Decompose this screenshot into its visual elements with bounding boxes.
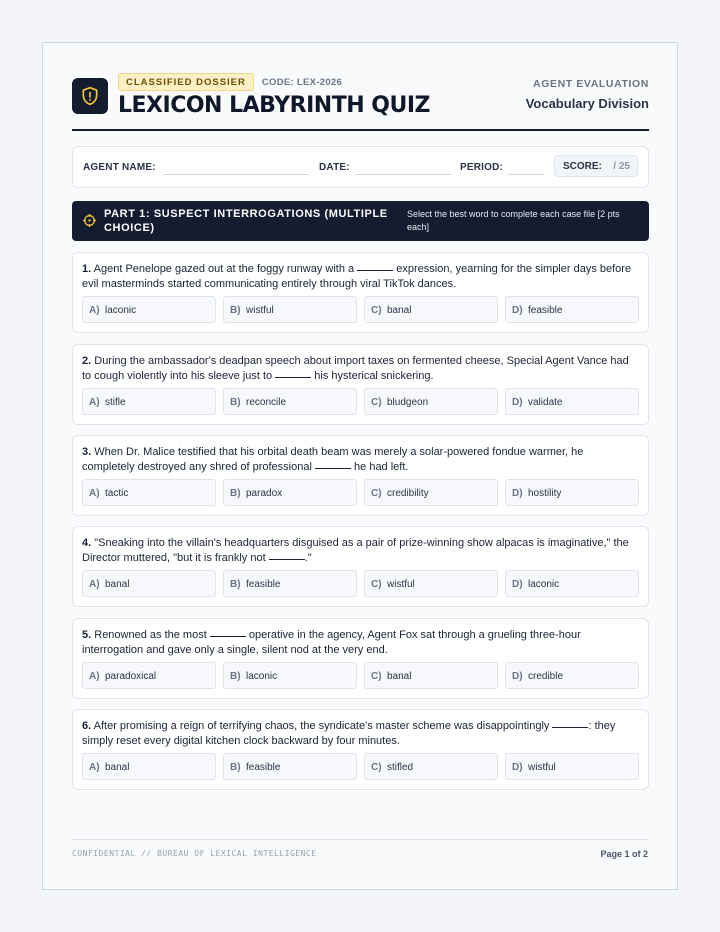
answer-option[interactable] bbox=[82, 570, 216, 597]
option-word: paradoxical bbox=[105, 671, 157, 682]
option-letter: C) bbox=[371, 762, 382, 773]
option-word: paradox bbox=[246, 488, 283, 499]
footer-divider bbox=[72, 839, 649, 840]
tag-row bbox=[118, 73, 342, 91]
answer-option[interactable] bbox=[505, 296, 639, 323]
question-stem-after: expression, yearning for the simpler days before evil masterminds started communicating entirely through viral TikTok dances. bbox=[82, 263, 632, 290]
option-letter: A) bbox=[89, 671, 100, 682]
answer-option[interactable] bbox=[364, 479, 498, 506]
option-word: banal bbox=[387, 671, 412, 682]
answer-option[interactable] bbox=[505, 388, 639, 415]
question-number: 2. bbox=[82, 355, 92, 367]
answer-blank bbox=[275, 377, 311, 378]
question-card bbox=[72, 618, 649, 699]
section-title: PART 1: SUSPECT INTERROGATIONS (MULTIPLE CHOICE) bbox=[104, 208, 388, 234]
option-word: tactic bbox=[105, 488, 129, 499]
section-instructions: Select the best word to complete each case file [2 pts each] bbox=[407, 209, 620, 232]
footer-confidential: CONFIDENTIAL // BUREAU OF LEXICAL INTELLIGENCE bbox=[72, 849, 317, 858]
question-stem-after: operative in the agency, Agent Fox sat through a grueling three-hour interrogation and gave only a single, silent nod at the very end. bbox=[82, 629, 581, 656]
score-total: / 25 bbox=[613, 161, 630, 172]
option-letter: D) bbox=[512, 488, 523, 499]
option-letter: A) bbox=[89, 397, 100, 408]
question-number: 4. bbox=[82, 537, 92, 549]
answer-option[interactable] bbox=[505, 479, 639, 506]
option-letter: B) bbox=[230, 579, 241, 590]
score-label: SCORE: bbox=[563, 161, 602, 172]
option-letter: B) bbox=[230, 305, 241, 316]
option-word: feasible bbox=[246, 579, 281, 590]
answer-blank bbox=[357, 270, 393, 271]
option-word: wistful bbox=[246, 305, 274, 316]
option-letter: C) bbox=[371, 397, 382, 408]
page-number: Page 1 of 2 bbox=[600, 849, 648, 859]
answer-option[interactable] bbox=[82, 296, 216, 323]
question-stem-before: During the ambassador's deadpan speech about import taxes on fermented cheese, Special Agent Vance had to cough violently into his sleeve just to bbox=[82, 355, 629, 382]
question-number: 6. bbox=[82, 720, 92, 732]
answer-option[interactable] bbox=[364, 662, 498, 689]
option-letter: A) bbox=[89, 305, 100, 316]
date-field[interactable] bbox=[355, 174, 451, 175]
question-card bbox=[72, 252, 649, 333]
question-stem-after: his hysterical snickering. bbox=[314, 369, 434, 382]
option-word: credibility bbox=[387, 488, 429, 499]
dossier-code: CODE: LEX-2026 bbox=[261, 76, 343, 88]
question-stem-after: : they simply reset every digital kitchen clock backward by four minutes. bbox=[82, 720, 616, 747]
option-word: stifle bbox=[105, 397, 126, 408]
question-stem-after: he had left. bbox=[354, 460, 409, 473]
period-field[interactable] bbox=[508, 174, 544, 175]
option-letter: D) bbox=[512, 397, 523, 408]
option-letter: B) bbox=[230, 488, 241, 499]
agent-info-bar bbox=[72, 146, 649, 188]
shield-icon bbox=[72, 78, 108, 114]
option-word: credible bbox=[528, 671, 564, 682]
option-letter: D) bbox=[512, 762, 523, 773]
date-label: DATE: bbox=[319, 162, 350, 173]
option-word: laconic bbox=[246, 671, 278, 682]
header-divider bbox=[72, 129, 649, 131]
answer-blank bbox=[210, 636, 246, 637]
option-word: wistful bbox=[528, 762, 556, 773]
question-text bbox=[82, 628, 638, 657]
question-stem-before: Renowned as the most bbox=[94, 629, 207, 641]
answer-option[interactable] bbox=[364, 570, 498, 597]
answer-option[interactable] bbox=[223, 479, 357, 506]
question-stem-before: After promising a reign of terrifying chaos, the syndicate's master scheme was disappointingly bbox=[93, 720, 550, 732]
answer-option[interactable] bbox=[364, 753, 498, 780]
division-label: Vocabulary Division bbox=[525, 96, 649, 111]
classified-badge: CLASSIFIED DOSSIER bbox=[118, 73, 254, 91]
option-letter: B) bbox=[230, 762, 241, 773]
question-card bbox=[72, 344, 649, 425]
option-word: validate bbox=[528, 397, 563, 408]
evaluation-label: AGENT EVALUATION bbox=[533, 78, 649, 90]
option-word: banal bbox=[105, 579, 130, 590]
option-word: banal bbox=[105, 762, 130, 773]
question-stem-before: Agent Penelope gazed out at the foggy runway with a bbox=[93, 263, 355, 275]
answer-option[interactable] bbox=[364, 296, 498, 323]
option-word: hostility bbox=[528, 488, 562, 499]
answer-option[interactable] bbox=[364, 388, 498, 415]
section-header bbox=[72, 201, 649, 241]
question-card bbox=[72, 526, 649, 607]
option-word: stifled bbox=[387, 762, 414, 773]
question-number: 3. bbox=[82, 446, 92, 458]
option-letter: B) bbox=[230, 397, 241, 408]
answer-option[interactable] bbox=[223, 753, 357, 780]
option-letter: A) bbox=[89, 762, 100, 773]
answer-option[interactable] bbox=[223, 296, 357, 323]
question-text bbox=[82, 445, 638, 474]
answer-option[interactable] bbox=[82, 388, 216, 415]
option-word: wistful bbox=[387, 579, 415, 590]
page-title: LEXICON LABYRINTH QUIZ bbox=[118, 93, 430, 118]
answer-blank bbox=[269, 559, 305, 560]
question-stem-after: ." bbox=[304, 551, 312, 564]
option-letter: B) bbox=[230, 671, 241, 682]
answer-option[interactable] bbox=[505, 662, 639, 689]
question-text bbox=[82, 262, 638, 291]
question-card bbox=[72, 435, 649, 516]
question-number: 5. bbox=[82, 629, 92, 641]
option-word: bludgeon bbox=[387, 397, 429, 408]
question-text bbox=[82, 719, 638, 748]
question-card bbox=[72, 709, 649, 790]
header bbox=[72, 73, 649, 131]
quiz-page bbox=[42, 42, 678, 890]
option-letter: D) bbox=[512, 305, 523, 316]
option-letter: C) bbox=[371, 305, 382, 316]
option-letter: C) bbox=[371, 488, 382, 499]
option-letter: D) bbox=[512, 671, 523, 682]
answer-option[interactable] bbox=[82, 662, 216, 689]
option-letter: A) bbox=[89, 488, 100, 499]
question-stem-before: "Sneaking into the villain's headquarters disguised as a pair of prize-winning show alpacas is imaginative," the Director muttered, "but it is frankly not bbox=[82, 537, 629, 564]
score-box[interactable] bbox=[554, 155, 638, 177]
period-label: PERIOD: bbox=[460, 162, 504, 173]
answer-option[interactable] bbox=[82, 479, 216, 506]
option-letter: C) bbox=[371, 579, 382, 590]
option-word: laconic bbox=[528, 579, 560, 590]
question-number: 1. bbox=[82, 263, 92, 275]
option-letter: C) bbox=[371, 671, 382, 682]
answer-blank bbox=[315, 468, 351, 469]
option-word: reconcile bbox=[246, 397, 287, 408]
agent-name-field[interactable] bbox=[163, 174, 309, 175]
answer-option[interactable] bbox=[223, 570, 357, 597]
option-word: banal bbox=[387, 305, 412, 316]
question-text bbox=[82, 536, 638, 565]
crosshair-icon bbox=[83, 214, 96, 227]
answer-option[interactable] bbox=[505, 753, 639, 780]
option-word: feasible bbox=[528, 305, 563, 316]
answer-option[interactable] bbox=[505, 570, 639, 597]
answer-option[interactable] bbox=[82, 753, 216, 780]
option-word: feasible bbox=[246, 762, 281, 773]
answer-option[interactable] bbox=[223, 662, 357, 689]
question-text bbox=[82, 354, 638, 383]
option-letter: D) bbox=[512, 579, 523, 590]
question-stem-before: When Dr. Malice testified that his orbital death beam was merely a solar-powered fondue warmer, he completely destroyed any shred of professional bbox=[82, 446, 584, 473]
answer-blank bbox=[552, 727, 588, 728]
option-word: laconic bbox=[105, 305, 137, 316]
agent-name-label: AGENT NAME: bbox=[83, 162, 156, 173]
option-letter: A) bbox=[89, 579, 100, 590]
answer-option[interactable] bbox=[223, 388, 357, 415]
